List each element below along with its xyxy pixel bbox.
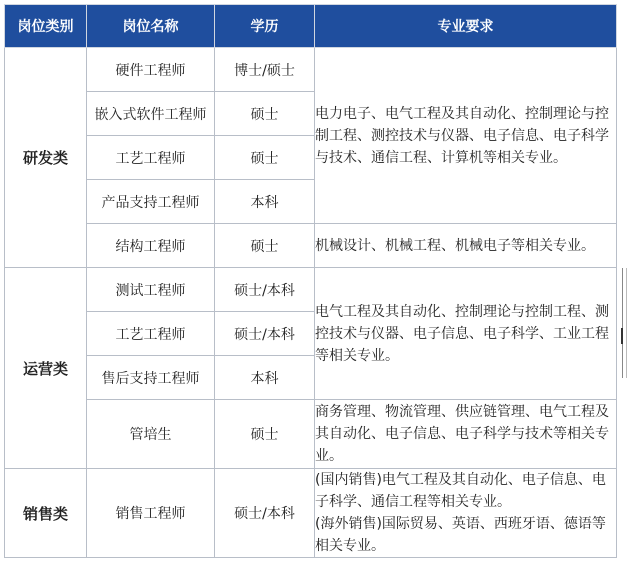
position-cell: 结构工程师	[87, 224, 215, 268]
header-education: 学历	[215, 5, 315, 48]
table-row	[5, 48, 617, 92]
education-cell: 硕士	[215, 400, 315, 469]
education-cell: 本科	[215, 180, 315, 224]
position-cell: 测试工程师	[87, 268, 215, 312]
scrollbar-track[interactable]	[622, 268, 627, 378]
category-operations: 运营类	[5, 268, 87, 469]
table-row	[5, 224, 617, 268]
position-cell: 售后支持工程师	[87, 356, 215, 400]
education-cell: 硕士/本科	[215, 268, 315, 312]
position-cell: 销售工程师	[87, 469, 215, 558]
table-header-row	[5, 5, 617, 48]
table-row	[5, 469, 617, 558]
category-rd: 研发类	[5, 48, 87, 268]
table-row	[5, 400, 617, 469]
requirements-cell: 电力电子、电气工程及其自动化、控制理论与控制工程、测控技术与仪器、电子信息、电子科学与技术、通信工程、计算机等相关专业。	[315, 48, 617, 224]
requirements-cell: 电气工程及其自动化、控制理论与控制工程、测控技术与仪器、电子信息、电子科学、工业工程等相关专业。	[315, 268, 617, 400]
education-cell: 硕士	[215, 136, 315, 180]
table-row	[5, 268, 617, 312]
header-category: 岗位类别	[5, 5, 87, 48]
position-cell: 产品支持工程师	[87, 180, 215, 224]
requirements-cell	[315, 469, 617, 558]
position-cell: 硬件工程师	[87, 48, 215, 92]
header-position: 岗位名称	[87, 5, 215, 48]
position-cell: 嵌入式软件工程师	[87, 92, 215, 136]
position-cell: 工艺工程师	[87, 136, 215, 180]
text-cursor	[621, 328, 623, 344]
job-requirements-table	[4, 4, 617, 558]
education-cell: 硕士/本科	[215, 469, 315, 558]
education-cell: 博士/硕士	[215, 48, 315, 92]
education-cell: 本科	[215, 356, 315, 400]
education-cell: 硕士	[215, 224, 315, 268]
header-requirements: 专业要求	[315, 5, 617, 48]
category-sales: 销售类	[5, 469, 87, 558]
position-cell: 工艺工程师	[87, 312, 215, 356]
requirements-cell: 商务管理、物流管理、供应链管理、电气工程及其自动化、电子信息、电子科学与技术等相关专业。	[315, 400, 617, 469]
education-cell: 硕士	[215, 92, 315, 136]
requirements-overseas: (海外销售)国际贸易、英语、西班牙语、德语等相关专业。	[315, 516, 606, 554]
requirements-cell: 机械设计、机械工程、机械电子等相关专业。	[315, 224, 617, 268]
education-cell: 硕士/本科	[215, 312, 315, 356]
requirements-domestic: (国内销售)电气工程及其自动化、电子信息、电子科学、通信工程等相关专业。	[315, 472, 606, 510]
position-cell: 管培生	[87, 400, 215, 469]
